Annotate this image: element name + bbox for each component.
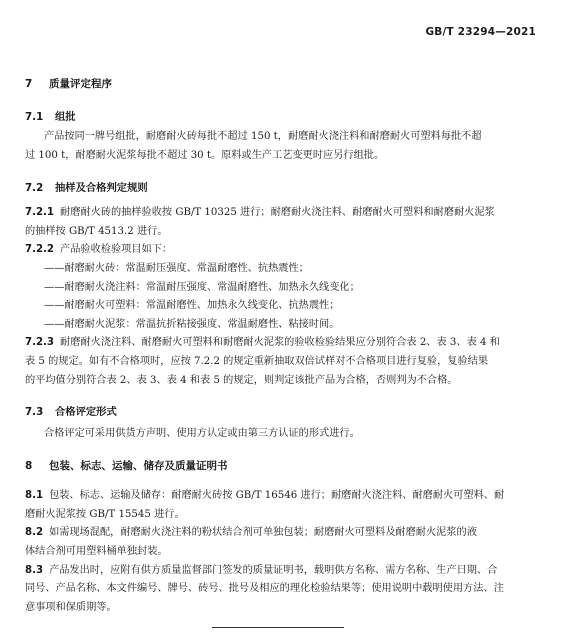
section-8-2-line-1	[25, 524, 536, 543]
section-7-2-heading	[25, 181, 562, 195]
list-item: ——耐磨耐火可塑料：常温耐磨性、加热永久线变化、抗热震性；	[44, 300, 340, 311]
section-title: 包装、标志、运输、储存及质量证明书	[49, 460, 228, 472]
section-title: 质量评定程序	[49, 78, 112, 90]
section-8-heading	[25, 459, 562, 473]
section-title: 合格评定形式	[55, 406, 117, 418]
section-title: 抽样及合格判定规则	[55, 182, 148, 194]
clause-number: 8.2	[25, 527, 44, 538]
section-7-3-heading	[25, 405, 562, 419]
section-7-2-1-line-2: 的抽样按 GB/T 4513.2 进行。	[25, 226, 168, 237]
clause-text: 耐磨耐火砖的抽样验收按 GB/T 10325 进行；耐磨耐火浇注料、耐磨耐火可塑料和耐磨耐火泥浆	[60, 207, 495, 218]
section-8-3-line-1	[25, 562, 536, 581]
section-8-1-line-1	[25, 487, 536, 506]
end-rule	[212, 627, 344, 628]
clause-text: 耐磨耐火浇注料、耐磨耐火可塑料和耐磨耐火泥浆的验收检验结果应分别符合表 2、表 3、表 4 和	[60, 337, 500, 348]
clause-text: 如需现场混配，耐磨耐火浇注料的粉状结合剂可单独包装；耐磨耐火可塑料及耐磨耐火泥浆的液	[49, 527, 477, 538]
clause-number: 7.2.3	[25, 337, 55, 348]
section-7-3-line-1: 合格评定可采用供货方声明、使用方认定或由第三方认证的形式进行。	[44, 428, 360, 439]
section-number: 8	[25, 460, 33, 472]
section-8-3-line-2: 同号、产品名称、本文件编号、牌号、砖号、批号及相应的理化检验结果等；使用说明中载明使用方法、注	[25, 583, 504, 594]
section-number: 7	[25, 78, 33, 90]
section-number: 7.1	[25, 111, 44, 123]
clause-text: 产品验收检验项目如下：	[60, 244, 173, 255]
section-7-1-line-1: 产品按同一牌号组批，耐磨耐火砖每批不超过 150 t，耐磨耐火浇注料和耐磨耐火可塑料每批不超	[44, 131, 482, 142]
clause-text: 包装、标志、运输及储存：耐磨耐火砖按 GB/T 16546 进行；耐磨耐火浇注料、耐磨耐火可塑料、耐	[49, 490, 505, 501]
section-7-1-line-2: 过 100 t，耐磨耐火泥浆每批不超过 30 t。原料或生产工艺变更时应另行组批。	[25, 150, 385, 161]
section-8-1-line-2: 磨耐火泥浆按 GB/T 15545 进行。	[25, 509, 185, 520]
clause-number: 8.3	[25, 565, 44, 576]
section-8-3-line-3: 意事项和保质期等。	[25, 602, 117, 613]
section-7-heading	[25, 77, 562, 91]
section-7-2-3-line-2: 表 5 的规定。如有不合格项时，应按 7.2.2 的规定重新抽取双倍试样对不合格项目进行复验，复验结果	[25, 356, 489, 367]
list-item: ——耐磨耐火浇注料：常温耐压强度、常温耐磨性、加热永久线变化；	[44, 282, 360, 293]
section-title: 组批	[55, 111, 76, 123]
clause-text: 产品发出时，应附有供方质量监督部门签发的质量证明书，载明供方名称、需方名称、生产日期、合	[49, 565, 498, 576]
list-item: ——耐磨耐火砖：常温耐压强度、常温耐磨性、抗热震性；	[44, 263, 309, 274]
section-7-2-3-line-3: 的平均值分别符合表 2、表 3、表 4 和表 5 的规定，则判定该批产品为合格，否则判为不合格。	[25, 375, 458, 386]
list-item: ——耐磨耐火泥浆：常温抗折粘接强度、常温耐磨性、粘接时间。	[44, 319, 340, 330]
section-7-1-heading	[25, 110, 562, 124]
section-7-2-3-line-1	[25, 334, 536, 353]
section-number: 7.2	[25, 182, 44, 194]
section-number: 7.3	[25, 406, 44, 418]
section-8-2-line-2: 体结合剂可用塑料桶单独封装。	[25, 546, 168, 557]
section-7-2-2-intro	[25, 241, 536, 260]
clause-number: 7.2.2	[25, 244, 55, 255]
clause-number: 8.1	[25, 490, 44, 501]
standard-number: GB/T 23294—2021	[425, 26, 536, 38]
section-7-2-1-line-1	[25, 204, 536, 223]
clause-number: 7.2.1	[25, 207, 55, 218]
